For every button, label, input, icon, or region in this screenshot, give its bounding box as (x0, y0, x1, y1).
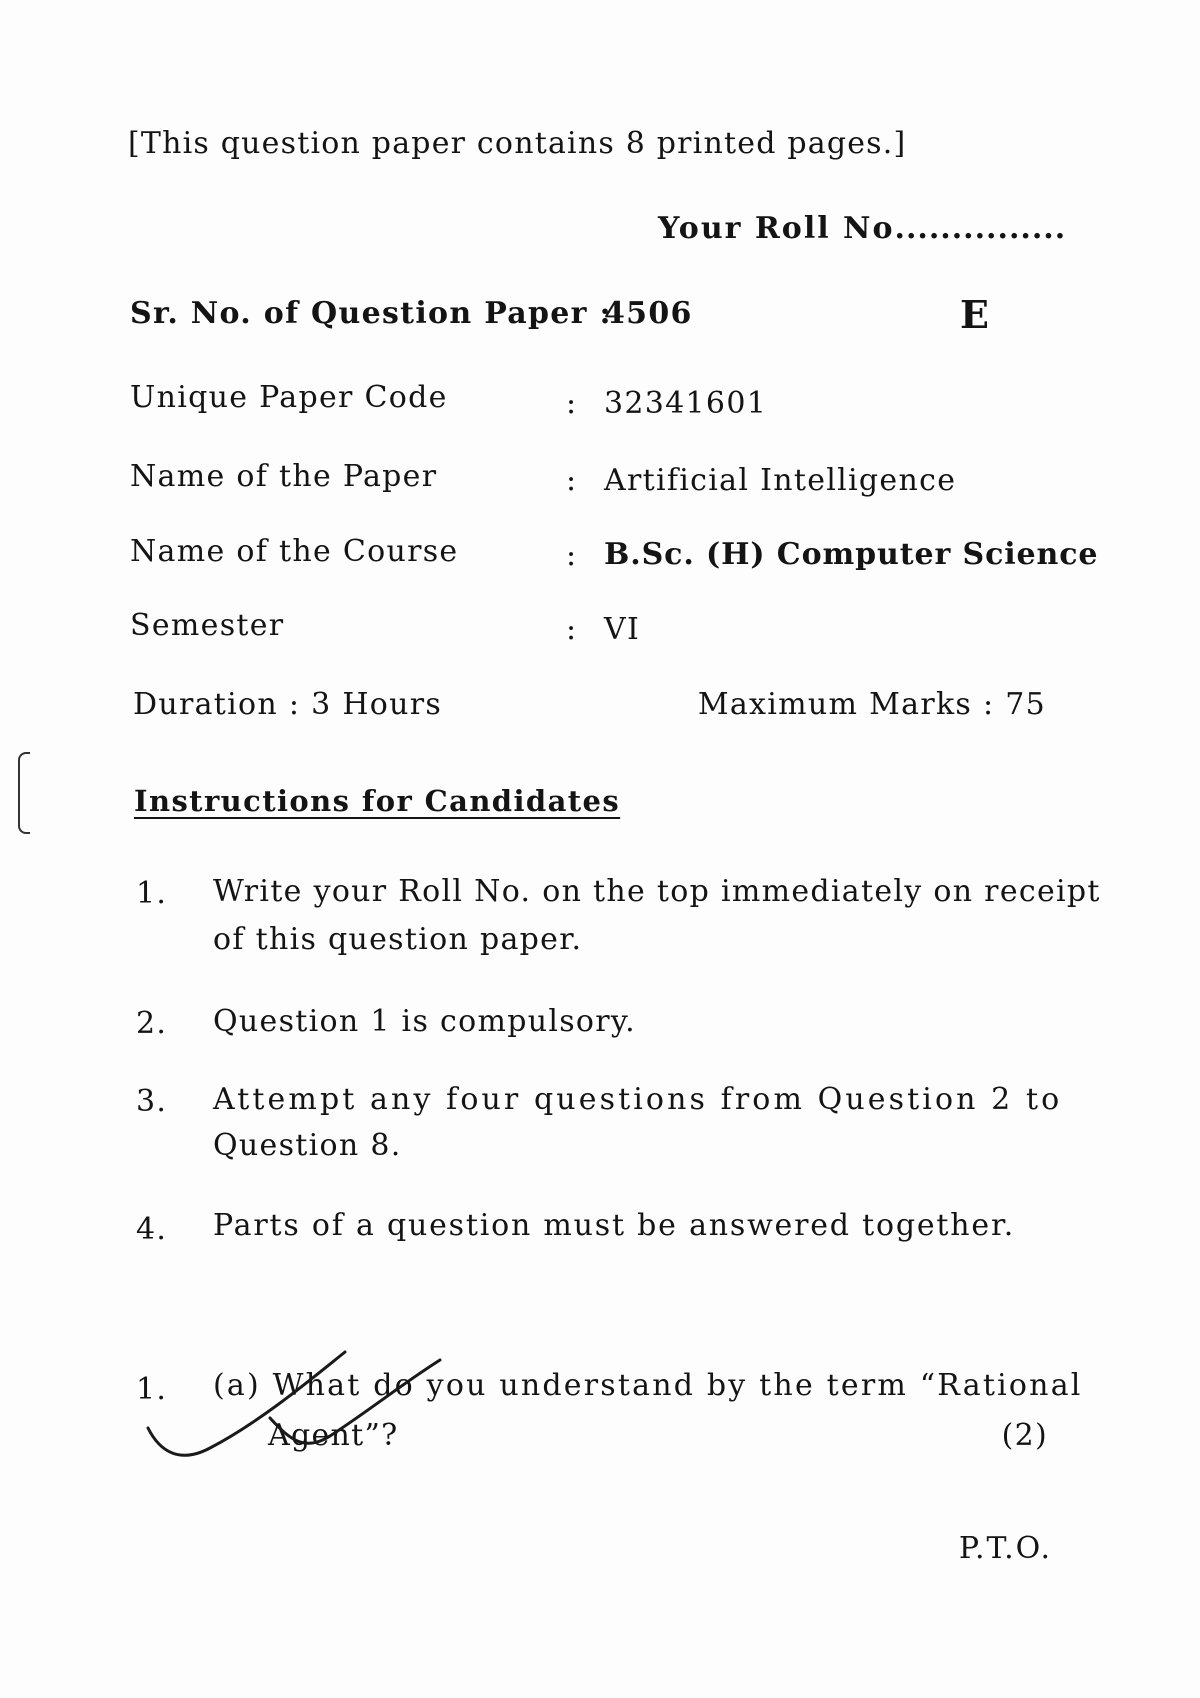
instruction-number: 3. (136, 1084, 168, 1119)
unique-paper-code-label: Unique Paper Code (130, 380, 448, 415)
question-text: (a) What do you understand by the term “Rational (213, 1368, 1083, 1403)
instruction-number: 1. (136, 876, 168, 911)
paper-name-value: Artificial Intelligence (604, 463, 957, 498)
duration: Duration : 3 Hours (133, 687, 443, 722)
semester-colon: : (566, 612, 578, 647)
instruction-text: Parts of a question must be answered together. (213, 1208, 1016, 1243)
instruction-number: 4. (136, 1212, 168, 1247)
instruction-text: Write your Roll No. on the top immediately on receipt (213, 874, 1101, 909)
question-marks: (2) (1001, 1418, 1048, 1453)
course-name-label: Name of the Course (130, 534, 459, 569)
question-text: Agent”? (268, 1418, 399, 1453)
instruction-text: Question 8. (213, 1128, 402, 1163)
instruction-number: 2. (136, 1006, 168, 1041)
pages-notice: [This question paper contains 8 printed pages.] (128, 126, 907, 161)
unique-paper-code-value: 32341601 (604, 386, 768, 421)
maximum-marks: Maximum Marks : 75 (697, 687, 1046, 722)
semester-value: VI (604, 612, 641, 647)
instruction-text: Attempt any four questions from Question 2 to (213, 1082, 1063, 1117)
set-code: E (960, 292, 989, 337)
handwritten-tick-icon (140, 1340, 480, 1480)
sr-no-label: Sr. No. of Question Paper : (130, 296, 612, 331)
paper-name-colon: : (566, 463, 578, 498)
please-turn-over: P.T.O. (958, 1531, 1052, 1566)
course-name-value: B.Sc. (H) Computer Science (604, 537, 1099, 572)
semester-label: Semester (130, 608, 285, 643)
instruction-text: Question 1 is compulsory. (213, 1004, 637, 1039)
roll-number-blank: ............... (894, 211, 1067, 246)
margin-bracket-mark (18, 752, 30, 834)
question-number: 1. (136, 1372, 168, 1407)
roll-number-field (658, 211, 1066, 246)
paper-name-label: Name of the Paper (130, 459, 438, 494)
sr-no-value: 4506 (604, 296, 693, 331)
roll-number-label: Your Roll No (658, 211, 895, 246)
instruction-text: of this question paper. (213, 922, 583, 957)
unique-paper-code-colon: : (566, 386, 578, 421)
course-name-colon: : (566, 538, 578, 573)
instructions-heading: Instructions for Candidates (134, 784, 621, 818)
